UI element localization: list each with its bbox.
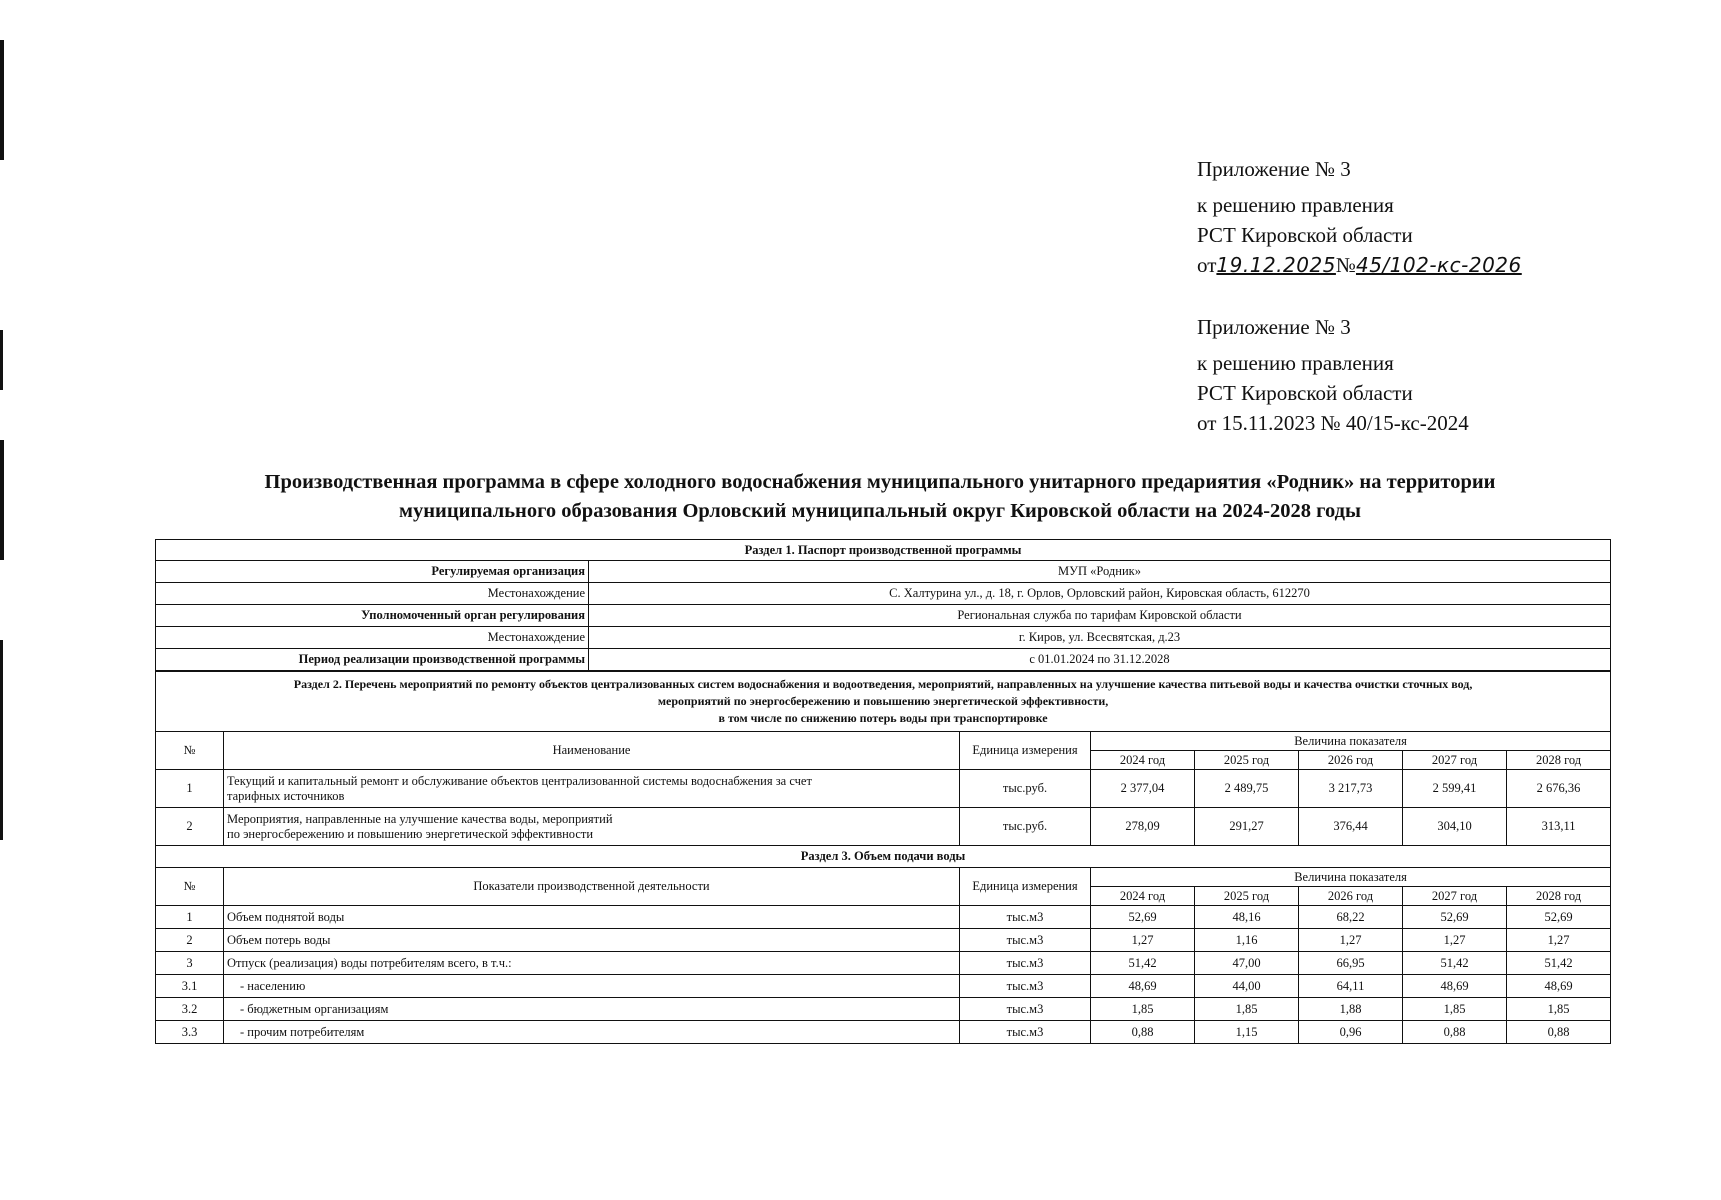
- row-name: - бюджетным организациям: [224, 998, 960, 1021]
- row-name: Объем потерь воды: [224, 929, 960, 952]
- row-value: 1,85: [1403, 998, 1507, 1021]
- scan-edge-mark: [0, 330, 3, 390]
- row-value: 48,69: [1091, 975, 1195, 998]
- passport-value: С. Халтурина ул., д. 18, г. Орлов, Орловский район, Кировская область, 612270: [589, 583, 1611, 605]
- row-value: 0,88: [1507, 1021, 1611, 1044]
- passport-row: [156, 561, 1611, 583]
- row-unit: тыс.м3: [960, 998, 1091, 1021]
- row-value: 1,16: [1195, 929, 1299, 952]
- row-value: 47,00: [1195, 952, 1299, 975]
- section2-header-line3: в том числе по снижению потерь воды при транспортировке: [718, 711, 1048, 725]
- row-value: 291,27: [1195, 808, 1299, 846]
- section2-header: [156, 672, 1611, 732]
- passport-value: Региональная служба по тарифам Кировской области: [589, 605, 1611, 627]
- appendix-old-line2: к решению правления: [1197, 351, 1394, 375]
- year-2026: 2026 год: [1299, 751, 1403, 770]
- row-name: - населению: [224, 975, 960, 998]
- row-value: 66,95: [1299, 952, 1403, 975]
- year-2026: 2026 год: [1299, 887, 1403, 906]
- appendix-old-line4: от 15.11.2023 № 40/15-кс-2024: [1197, 411, 1469, 435]
- row-value: 1,88: [1299, 998, 1403, 1021]
- passport-label: Местонахождение: [156, 583, 589, 605]
- year-2027: 2027 год: [1403, 751, 1507, 770]
- row-value: 3 217,73: [1299, 770, 1403, 808]
- appendix-old-line1: Приложение № 3: [1197, 315, 1351, 339]
- table-row: [156, 906, 1611, 929]
- year-2028: 2028 год: [1507, 887, 1611, 906]
- document-title: [160, 468, 1600, 526]
- table-row: [156, 770, 1611, 808]
- col-no: №: [156, 868, 224, 906]
- appendix-new-line4: [1197, 250, 1522, 280]
- row-value: 2 676,36: [1507, 770, 1611, 808]
- row-value: 0,88: [1403, 1021, 1507, 1044]
- year-2027: 2027 год: [1403, 887, 1507, 906]
- row-unit: тыс.руб.: [960, 770, 1091, 808]
- row-unit: тыс.руб.: [960, 808, 1091, 846]
- row-name-line1: Мероприятия, направленные на улучшение качества воды, мероприятий: [227, 811, 613, 826]
- row-name-line2: по энергосбережению и повышению энергетической эффективности: [227, 826, 594, 841]
- col-name: Показатели производственной деятельности: [224, 868, 960, 906]
- program-table: [155, 671, 1611, 1044]
- row-value: 51,42: [1091, 952, 1195, 975]
- row-value: 64,11: [1299, 975, 1403, 998]
- section2-header-row: [156, 672, 1611, 732]
- table-row: [156, 998, 1611, 1021]
- row-no: 3.3: [156, 1021, 224, 1044]
- col-unit: Единица измерения: [960, 868, 1091, 906]
- row-no: 3.2: [156, 998, 224, 1021]
- handwritten-number: 45/102-кс-2026: [1355, 253, 1522, 277]
- row-unit: тыс.м3: [960, 975, 1091, 998]
- row-no: 2: [156, 808, 224, 846]
- passport-value: г. Киров, ул. Всесвятская, д.23: [589, 627, 1611, 649]
- title-line1: Производственная программа в сфере холодного водоснабжения муниципального унитарного предариятия «Родник» на территории: [264, 471, 1496, 493]
- appendix-new-line1: Приложение № 3: [1197, 157, 1351, 181]
- year-2024: 2024 год: [1091, 751, 1195, 770]
- row-unit: тыс.м3: [960, 929, 1091, 952]
- row-unit: тыс.м3: [960, 952, 1091, 975]
- col-name: Наименование: [224, 732, 960, 770]
- appendix-new: [1197, 154, 1522, 280]
- appendix-new-line3: РСТ Кировской области: [1197, 223, 1413, 247]
- scan-edge-mark: [0, 640, 3, 840]
- row-name-line1: Текущий и капитальный ремонт и обслуживание объектов централизованной системы водоснабжения за счет: [227, 773, 812, 788]
- row-value: 2 489,75: [1195, 770, 1299, 808]
- row-name: - прочим потребителям: [224, 1021, 960, 1044]
- row-value: 2 377,04: [1091, 770, 1195, 808]
- year-2028: 2028 год: [1507, 751, 1611, 770]
- section1-table: [155, 539, 1611, 671]
- row-value: 1,27: [1507, 929, 1611, 952]
- scan-edge-mark: [0, 40, 4, 160]
- handwritten-date: 19.12.2025: [1216, 253, 1336, 277]
- row-no: 1: [156, 906, 224, 929]
- row-value: 52,69: [1403, 906, 1507, 929]
- row-value: 68,22: [1299, 906, 1403, 929]
- row-value: 52,69: [1091, 906, 1195, 929]
- passport-row: [156, 627, 1611, 649]
- row-value: 44,00: [1195, 975, 1299, 998]
- appendix-old-line3: РСТ Кировской области: [1197, 381, 1413, 405]
- passport-label: Местонахождение: [156, 627, 589, 649]
- number-sign: №: [1335, 253, 1356, 277]
- appendix-old: [1197, 312, 1469, 438]
- row-name: [224, 808, 960, 846]
- row-value: 304,10: [1403, 808, 1507, 846]
- row-name: Отпуск (реализация) воды потребителям всего, в т.ч.:: [224, 952, 960, 975]
- row-value: 2 599,41: [1403, 770, 1507, 808]
- from-prefix: от: [1197, 253, 1217, 277]
- row-value: 1,27: [1403, 929, 1507, 952]
- passport-row: [156, 649, 1611, 671]
- title-line2: муниципального образования Орловский муниципальный округ Кировской области на 2024-2028 годы: [399, 500, 1361, 522]
- row-unit: тыс.м3: [960, 1021, 1091, 1044]
- table-row: [156, 952, 1611, 975]
- table-row: [156, 808, 1611, 846]
- year-2025: 2025 год: [1195, 887, 1299, 906]
- section2-header-line2: мероприятий по энергосбережению и повышению энергетической эффективности,: [657, 694, 1109, 708]
- passport-row: [156, 605, 1611, 627]
- row-value: 0,88: [1091, 1021, 1195, 1044]
- section1-header: Раздел 1. Паспорт производственной программы: [156, 540, 1611, 561]
- passport-value: с 01.01.2024 по 31.12.2028: [589, 649, 1611, 671]
- row-value: 1,15: [1195, 1021, 1299, 1044]
- row-no: 3.1: [156, 975, 224, 998]
- row-no: 1: [156, 770, 224, 808]
- row-value: 51,42: [1403, 952, 1507, 975]
- col-unit: Единица измерения: [960, 732, 1091, 770]
- row-unit: тыс.м3: [960, 906, 1091, 929]
- row-value: 0,96: [1299, 1021, 1403, 1044]
- passport-label: Уполномоченный орган регулирования: [156, 605, 589, 627]
- year-2024: 2024 год: [1091, 887, 1195, 906]
- row-name-line2: тарифных источников: [227, 788, 345, 803]
- appendix-new-line2: к решению правления: [1197, 193, 1394, 217]
- row-value: 1,27: [1299, 929, 1403, 952]
- row-value: 1,85: [1507, 998, 1611, 1021]
- row-value: 51,42: [1507, 952, 1611, 975]
- passport-label: Регулируемая организация: [156, 561, 589, 583]
- section3-colhead-row: [156, 868, 1611, 887]
- row-value: 52,69: [1507, 906, 1611, 929]
- row-value: 376,44: [1299, 808, 1403, 846]
- col-value: Величина показателя: [1091, 732, 1611, 751]
- passport-value: МУП «Родник»: [589, 561, 1611, 583]
- row-value: 313,11: [1507, 808, 1611, 846]
- row-value: 278,09: [1091, 808, 1195, 846]
- table-row: [156, 1021, 1611, 1044]
- passport-row: [156, 583, 1611, 605]
- scan-edge-mark: [0, 440, 4, 560]
- row-value: 48,16: [1195, 906, 1299, 929]
- table-row: [156, 929, 1611, 952]
- col-value: Величина показателя: [1091, 868, 1611, 887]
- row-value: 1,85: [1195, 998, 1299, 1021]
- section3-header: Раздел 3. Объем подачи воды: [156, 846, 1611, 868]
- passport-label: Период реализации производственной программы: [156, 649, 589, 671]
- col-no: №: [156, 732, 224, 770]
- row-value: 48,69: [1403, 975, 1507, 998]
- row-name: Объем поднятой воды: [224, 906, 960, 929]
- row-value: 48,69: [1507, 975, 1611, 998]
- row-value: 1,85: [1091, 998, 1195, 1021]
- section2-header-line1: Раздел 2. Перечень мероприятий по ремонту объектов централизованных систем водоснабжения и водоотведения, мероприятий, направленных на улучшение качества питьевой воды и качества очистки сточных вод,: [293, 677, 1473, 691]
- section2-colhead-row: [156, 732, 1611, 751]
- row-name: [224, 770, 960, 808]
- row-no: 3: [156, 952, 224, 975]
- row-no: 2: [156, 929, 224, 952]
- year-2025: 2025 год: [1195, 751, 1299, 770]
- row-value: 1,27: [1091, 929, 1195, 952]
- table-row: [156, 975, 1611, 998]
